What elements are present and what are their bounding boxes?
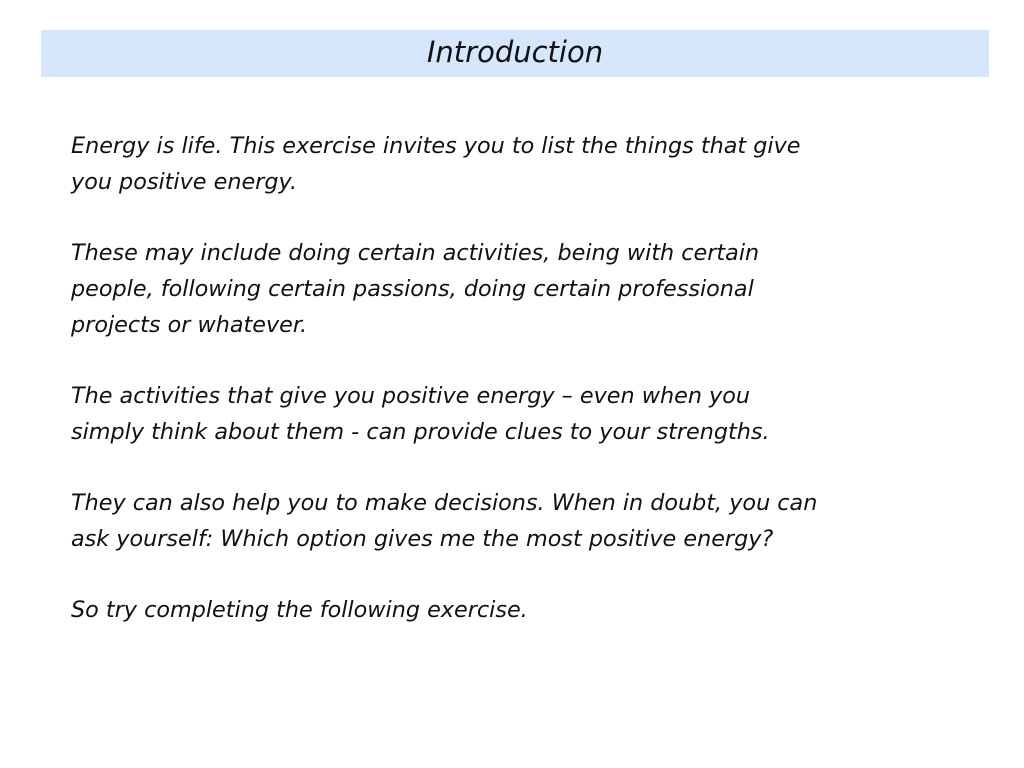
paragraph-line: Energy is life. This exercise invites you to list the things that give <box>71 133 801 159</box>
paragraph-4 <box>71 485 971 557</box>
paragraph-line: projects or whatever. <box>71 312 308 338</box>
paragraph-1 <box>71 128 971 200</box>
paragraph-3 <box>71 378 971 450</box>
paragraph-line: So try completing the following exercise. <box>71 597 528 623</box>
paragraph-line: They can also help you to make decisions. When in doubt, you can <box>71 490 818 516</box>
paragraph-2 <box>71 235 971 343</box>
page-title: Introduction <box>426 35 604 69</box>
paragraph-line: you positive energy. <box>71 169 298 195</box>
title-bar <box>41 30 989 77</box>
paragraph-line: ask yourself: Which option gives me the most positive energy? <box>71 526 774 552</box>
paragraph-line: The activities that give you positive energy – even when you <box>71 383 751 409</box>
paragraph-line: people, following certain passions, doing certain professional <box>71 276 754 302</box>
paragraph-line: simply think about them - can provide clues to your strengths. <box>71 419 770 445</box>
body-text <box>71 128 971 663</box>
paragraph-line: These may include doing certain activities, being with certain <box>71 240 760 266</box>
paragraph-5 <box>71 592 971 628</box>
